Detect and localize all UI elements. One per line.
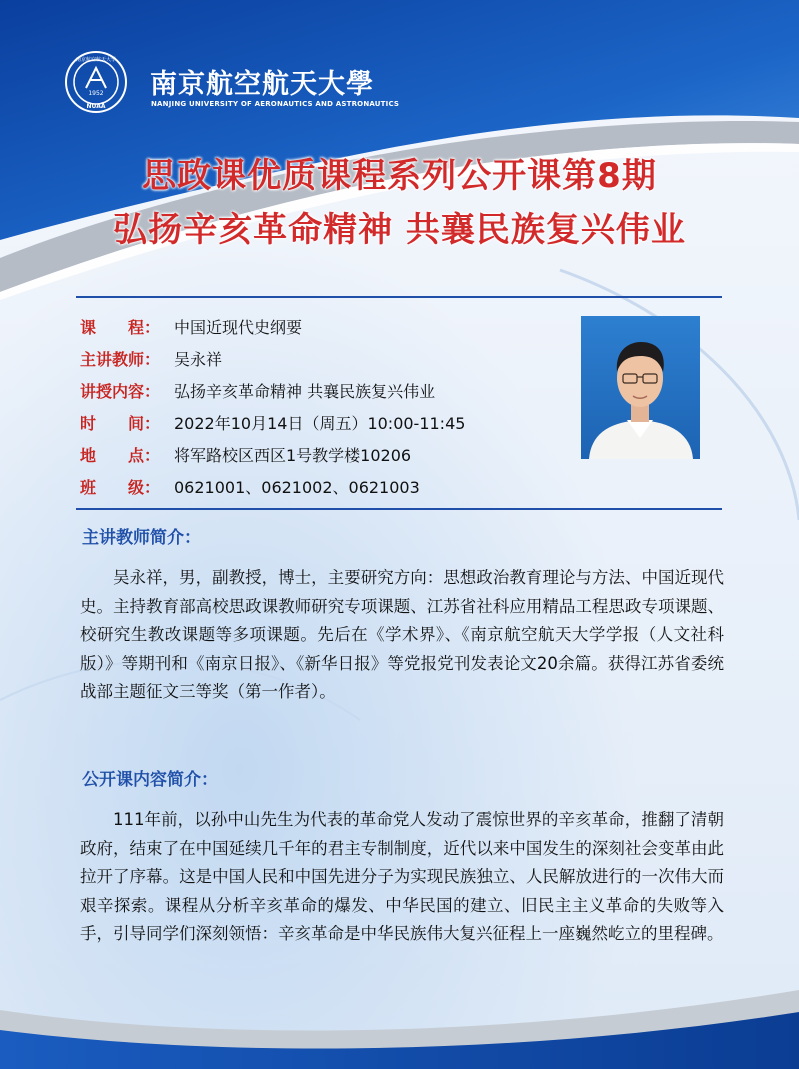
course-info: [80, 312, 465, 504]
poster-title-line2: 弘扬辛亥革命精神 共襄民族复兴伟业: [113, 210, 686, 250]
info-row-course: [80, 312, 465, 344]
seal-abbr: NUAA: [86, 103, 106, 110]
info-bottom-rule: [76, 508, 722, 510]
teacher-value: 吴永祥: [174, 350, 223, 369]
seal-year: 1952: [88, 90, 104, 97]
place-value: 将军路校区西区1号教学楼10206: [174, 446, 412, 465]
info-row-teacher: [80, 344, 465, 376]
course-label: 课 程：: [80, 318, 160, 337]
info-row-content: [80, 376, 465, 408]
university-name-en: NANJING UNIVERSITY OF AERONAUTICS AND ASTRONAUTICS: [151, 100, 400, 108]
class-label: 班 级：: [80, 478, 160, 497]
teacher-intro-heading: 主讲教师简介：: [82, 528, 201, 548]
seal-text: 南京航空航天大學: [75, 57, 117, 63]
teacher-portrait: [581, 316, 700, 459]
time-label: 时 间：: [80, 414, 160, 433]
poster-title-line1: 思政课优质课程系列公开课第8期: [142, 156, 657, 196]
teacher-label: 主讲教师：: [80, 350, 161, 369]
content-value: 弘扬辛亥革命精神 共襄民族复兴伟业: [174, 382, 436, 401]
info-row-class: [80, 472, 465, 504]
info-row-time: [80, 408, 465, 440]
course-intro-heading: 公开课内容简介：: [82, 770, 218, 790]
course-value: 中国近现代史纲要: [174, 318, 303, 337]
university-name-cn: 南京航空航天大學: [150, 69, 374, 100]
university-seal-icon: [64, 50, 128, 114]
content-label: 讲授内容：: [80, 382, 161, 401]
info-top-rule: [76, 296, 722, 298]
info-row-place: [80, 440, 465, 472]
teacher-intro-text: 吴永祥，男，副教授，博士，主要研究方向：思想政治教育理论与方法、中国近现代史。主持教育部高校思政课教师研究专项课题、江苏省社科应用精品工程思政专项课题、校研究生教改课题等多项课题。先后在《学术界》、《南京航空航天大学学报（人文社科版）》等期刊和《南京日报》、《新华日报》等党报党刊发表论文20余篇。获得江苏省委统战部主题征文三等奖（第一作者）。: [80, 568, 724, 701]
place-label: 地 点：: [80, 446, 160, 465]
class-value: 0621001、0621002、0621003: [174, 478, 420, 497]
time-value: 2022年10月14日（周五）10:00-11:45: [174, 414, 466, 433]
course-intro-text: 111年前，以孙中山先生为代表的革命党人发动了震惊世界的辛亥革命，推翻了清朝政府，结束了在中国延续几千年的君主专制制度，近代以来中国发生的深刻社会变革由此拉开了序幕。这是中国人民和中国先进分子为实现民族独立、人民解放进行的一次伟大而艰辛探索。课程从分析辛亥革命的爆发、中华民国的建立、旧民主主义革命的失败等入手，引导同学们深刻领悟：辛亥革命是中华民族伟大复兴征程上一座巍然屹立的里程碑。: [80, 810, 724, 943]
